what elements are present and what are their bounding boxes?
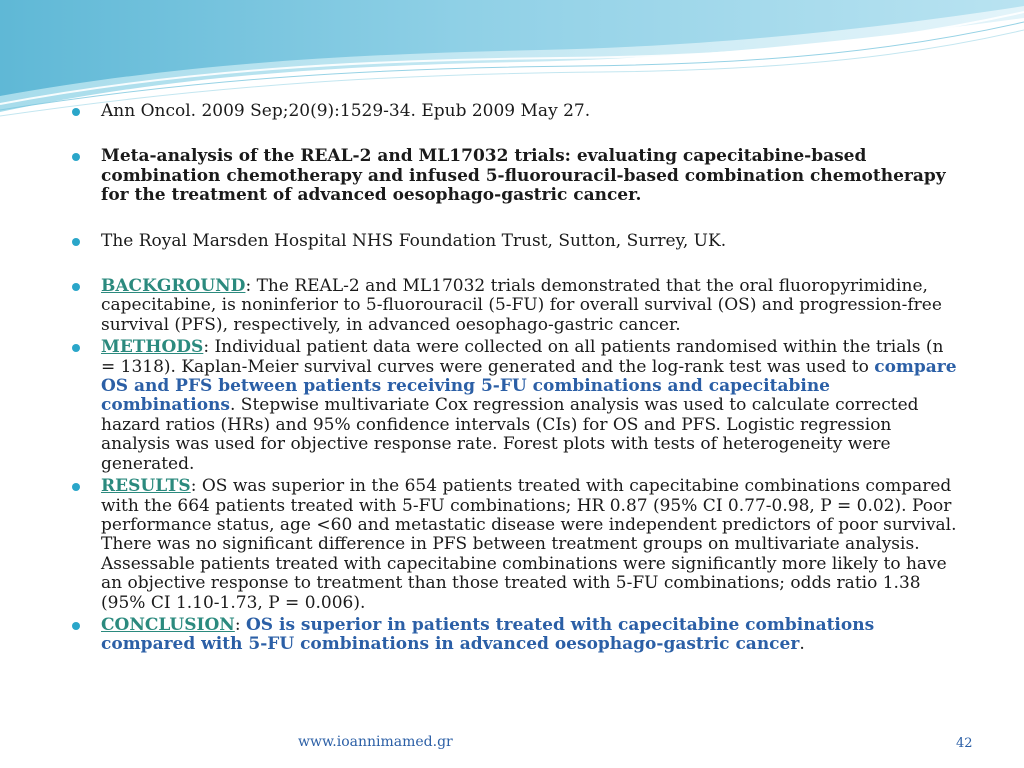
conclusion-heading: CONCLUSION [101, 614, 235, 635]
bullet-icon [72, 108, 80, 116]
methods-text-a: Individual patient data were collected on all patients randomised within the trials (n = 1318). Kaplan-Meier survival curves were generated and the log-rank test was used to [101, 337, 944, 377]
footer-url[interactable]: www.ioannimamed.gr [298, 734, 453, 750]
affiliation-text: The Royal Marsden Hospital NHS Foundation Trust, Sutton, Surrey, UK. [101, 230, 727, 251]
methods-text-b: . Stepwise multivariate Cox regression analysis was used to calculate corrected hazard ratios (HRs) and 95% confidence intervals (CIs) for OS and PFS. Logistic regression analysis was used for objective response rate. Forest plots with tests of heterogeneity were generated. [101, 395, 919, 474]
bullet-icon [72, 622, 80, 630]
title-bullet [72, 147, 962, 205]
bullet-icon [72, 483, 80, 491]
methods-emphasis: compare OS and PFS between patients receiving 5-FU combinations and capecitabine combinations [101, 356, 957, 416]
background-heading: BACKGROUND [101, 276, 246, 297]
conclusion-separator: : [234, 614, 246, 635]
bullet-icon [72, 153, 80, 161]
citation-text: Ann Oncol. 2009 Sep;20(9):1529-34. Epub 2009 May 27. [101, 101, 591, 121]
conclusion-bullet [72, 616, 962, 655]
bullet-icon [72, 238, 80, 246]
background-bullet [72, 277, 962, 335]
page-number: 42 [956, 736, 973, 751]
results-text: OS was superior in the 654 patients treated with capecitabine combinations compared with the 664 patients treated with 5-FU combinations; HR 0.87 (95% CI 0.77-0.98, P = 0.02). Poor performance status, age <60 and metastatic disease were independent predictors of poor survival. There was no significant difference in PFS between treatment groups on multivariate analysis. Assessable patients treated with capecitabine combinations were significantly more likely to have an objective response to treatment than those treated with 5-FU combinations; odds ratio 1.38 (95% CI 1.10-1.73, P = 0.006). [101, 476, 957, 613]
conclusion-emphasis: OS is superior in patients treated with capecitabine combinations compared with 5-FU combinations in advanced oesophago-gastric cancer [101, 614, 875, 655]
results-separator: : [190, 476, 202, 497]
background-separator: : [245, 276, 257, 297]
results-bullet [72, 477, 962, 613]
article-title: Meta-analysis of the REAL-2 and ML17032 trials: evaluating capecitabine-based combination chemotherapy and infused 5-fluorouracil-based combination chemotherapy for the treatment of advanced oesophago-gastric cancer. [101, 146, 946, 206]
bullet-icon [72, 344, 80, 352]
methods-bullet [72, 338, 962, 474]
affiliation-bullet [72, 232, 962, 251]
methods-heading: METHODS [101, 337, 204, 358]
citation-bullet [72, 102, 962, 121]
background-text: The REAL-2 and ML17032 trials demonstrated that the oral fluoropyrimidine, capecitabine, is noninferior to 5-fluorouracil (5-FU) for overall survival (OS) and progression-free survival (PFS), respectively, in advanced oesophago-gastric cancer. [101, 276, 942, 335]
conclusion-end: . [799, 634, 805, 655]
results-heading: RESULTS [101, 476, 191, 497]
methods-separator: : [203, 337, 215, 358]
slide-content [72, 102, 962, 655]
bullet-icon [72, 283, 80, 291]
